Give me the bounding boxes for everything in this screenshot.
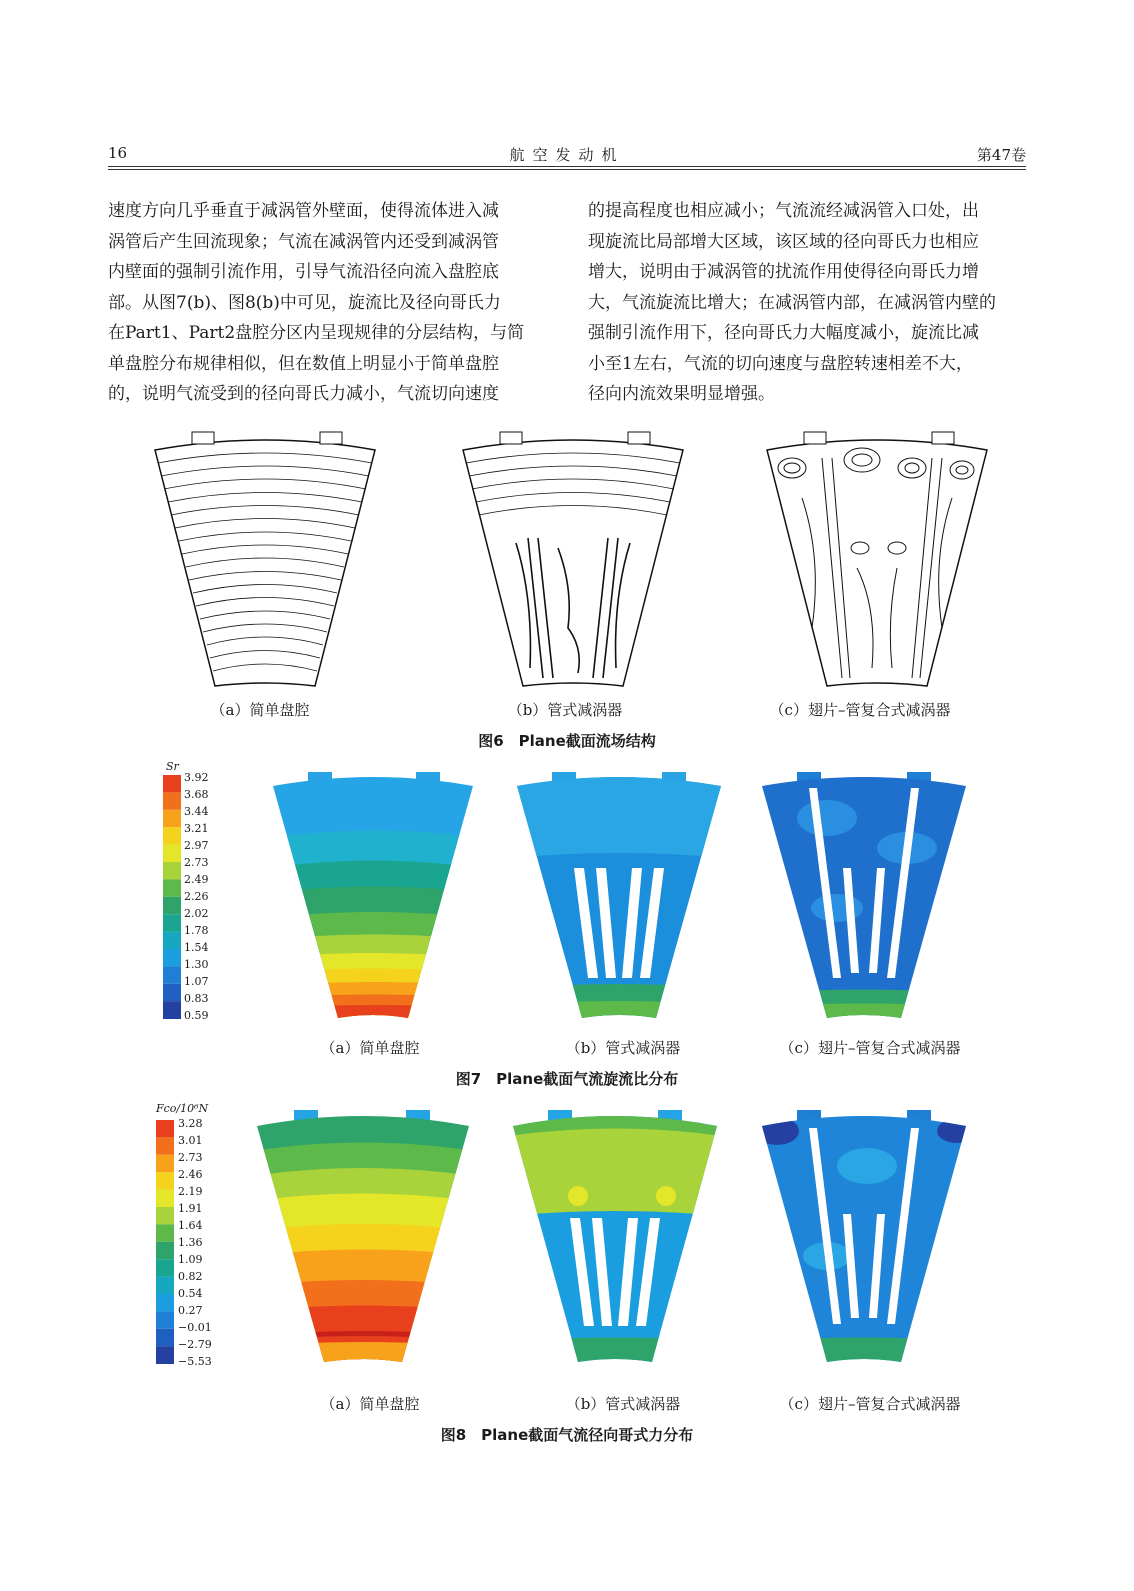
text-line: 小至1左右，气流的切向速度与盘腔转速相差不大， [588, 353, 973, 374]
text-line: 单盘腔分布规律相似，但在数值上明显小于简单盘腔 [108, 353, 499, 374]
fig8-colorbar-tick: 3.01 [178, 1134, 203, 1147]
fig7-colorbar-tick: 1.07 [184, 975, 209, 988]
journal-title: 航空发动机 [509, 146, 625, 164]
fig8-colorbar-tick: 0.27 [178, 1304, 203, 1317]
fig8-colorbar-tick: −0.01 [178, 1321, 212, 1334]
header-rule [108, 169, 1026, 170]
text-line: 的，说明气流受到的径向哥氏力减小，气流切向速度 [108, 384, 499, 404]
fig7-subcaption-b: （b）管式减涡器 [565, 1039, 681, 1057]
text-line: 部。从图7(b)、图8(b)中可见，旋流比及径向哥氏力 [108, 292, 501, 313]
fig8-colorbar-tick: 2.73 [178, 1151, 203, 1164]
fig8-subcaption-c: （c）翅片–管复合式减涡器 [779, 1395, 961, 1413]
fig6-panel-c-streamlines [762, 428, 992, 693]
fig6-panel-a-streamlines [150, 428, 380, 693]
fig7-subcaption-a: （a）简单盘腔 [320, 1039, 420, 1057]
fig7-colorbar-tick: 2.97 [184, 839, 209, 852]
fig8-colorbar-tick: 1.91 [178, 1202, 203, 1215]
text-line: 涡管后产生回流现象；气流在减涡管内还受到减涡管 [108, 231, 499, 252]
fig7-colorbar-tick: 3.92 [184, 771, 209, 784]
fig8-panel-c-contour [757, 1106, 971, 1368]
fig7-colorbar-tick: 2.49 [184, 873, 209, 886]
fig6-caption: 图6 Plane截面流场结构 [478, 732, 656, 750]
fig7-colorbar-tick: 2.26 [184, 890, 209, 903]
text-line: 在Part1、Part2盘腔分区内呈现规律的分层结构，与简 [108, 323, 525, 343]
fig7-colorbar-tick: 2.02 [184, 907, 209, 920]
fig7-colorbar-tick: 2.73 [184, 856, 209, 869]
text-line: 速度方向几乎垂直于减涡管外壁面，使得流体进入减 [108, 201, 499, 221]
fig8-colorbar-title: Fco/10⁶N [156, 1102, 209, 1115]
fig8-caption: 图8 Plane截面气流径向哥式力分布 [440, 1426, 694, 1444]
fig7-subcaption-c: （c）翅片–管复合式减涡器 [779, 1039, 961, 1057]
fig8-panel-b-contour [508, 1106, 722, 1368]
fig8-colorbar-tick: 1.09 [178, 1253, 203, 1266]
fig7-colorbar-tick: 0.83 [184, 992, 209, 1005]
text-line: 的提高程度也相应减小；气流流经减涡管入口处，出 [588, 201, 979, 221]
fig7-colorbar-tick: 3.44 [184, 805, 209, 818]
fig7-caption: 图7 Plane截面气流旋流比分布 [455, 1070, 679, 1088]
fig7-panel-b-contour [512, 768, 726, 1024]
fig8-panel-a-contour [252, 1106, 474, 1368]
fig8-colorbar-tick: −2.79 [178, 1338, 212, 1351]
fig7-colorbar-tick: 0.59 [184, 1009, 209, 1022]
fig8-colorbar-tick: 2.19 [178, 1185, 203, 1198]
fig8-colorbar [156, 1120, 174, 1364]
page-header [108, 140, 1026, 174]
text-line: 现旋流比局部增大区域，该区域的径向哥氏力也相应 [588, 231, 979, 252]
fig7-colorbar-tick: 1.30 [184, 958, 209, 971]
text-line: 径向内流效果明显增强。 [588, 384, 775, 404]
fig8-colorbar-tick: 2.46 [178, 1168, 203, 1181]
fig6-subcaption-b: （b）管式减涡器 [507, 701, 623, 719]
fig8-colorbar-tick: −5.53 [178, 1355, 212, 1368]
fig8-subcaption-a: （a）简单盘腔 [320, 1395, 420, 1413]
page-number: 16 [108, 144, 128, 162]
text-line: 大，气流旋流比增大；在减涡管内部，在减涡管内壁的 [588, 292, 996, 313]
text-column-left [108, 196, 544, 410]
fig6-panel-b-streamlines [458, 428, 688, 693]
fig7-colorbar-title: Sr [166, 760, 179, 773]
fig8-colorbar-tick: 1.64 [178, 1219, 203, 1232]
text-line: 内壁面的强制引流作用，引导气流沿径向流入盘腔底 [108, 262, 499, 282]
text-line: 增大，说明由于减涡管的扰流作用使得径向哥氏力增 [588, 262, 979, 282]
volume-label: 第47卷 [976, 146, 1026, 164]
fig8-colorbar-tick: 0.82 [178, 1270, 203, 1283]
fig8-subcaption-b: （b）管式减涡器 [565, 1395, 681, 1413]
header-rule [108, 166, 1026, 167]
text-line: 强制引流作用下，径向哥氏力大幅度减小，旋流比减 [588, 323, 979, 343]
fig7-colorbar-tick: 1.54 [184, 941, 209, 954]
fig8-colorbar-tick: 3.28 [178, 1117, 203, 1130]
fig8-colorbar-tick: 1.36 [178, 1236, 203, 1249]
fig6-subcaption-a: （a）简单盘腔 [210, 701, 310, 719]
fig7-colorbar-tick: 3.21 [184, 822, 209, 835]
fig7-panel-a-contour [268, 768, 478, 1024]
fig8-colorbar-tick: 0.54 [178, 1287, 203, 1300]
text-column-right [588, 196, 1026, 410]
fig6-subcaption-c: （c）翅片–管复合式减涡器 [769, 701, 951, 719]
fig7-colorbar-tick: 1.78 [184, 924, 209, 937]
fig7-colorbar-tick: 3.68 [184, 788, 209, 801]
fig7-panel-c-contour [757, 768, 971, 1024]
fig7-colorbar [163, 775, 181, 1019]
